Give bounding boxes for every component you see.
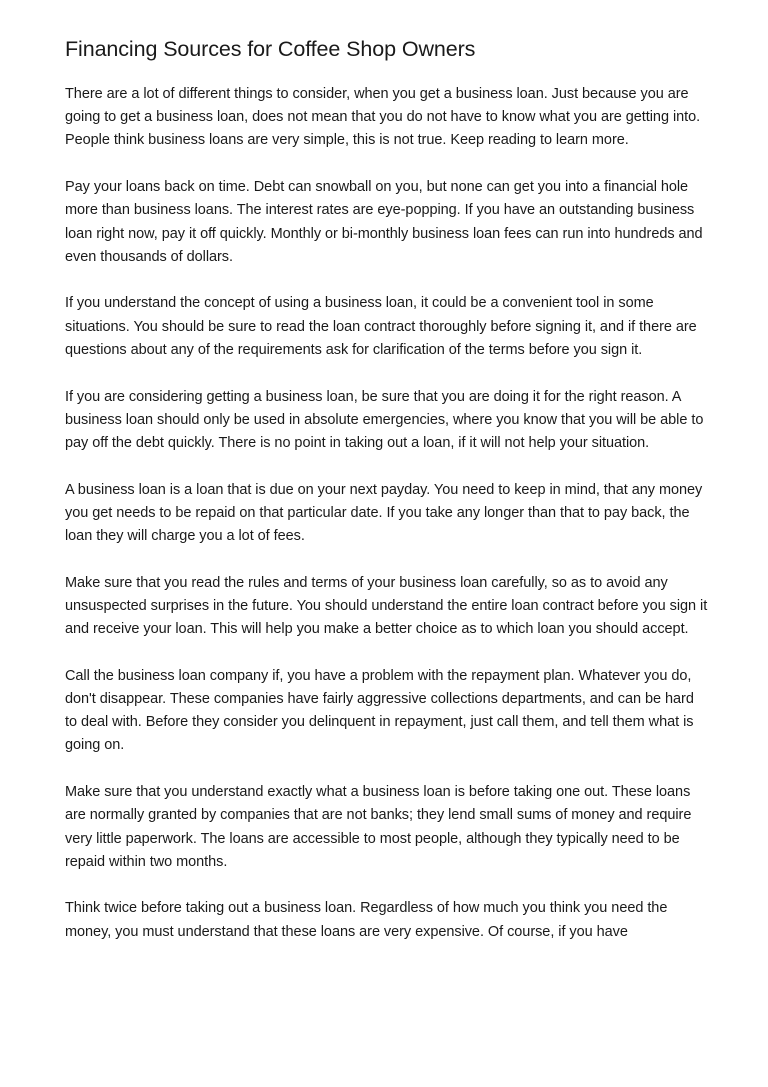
- paragraph: A business loan is a loan that is due on your next payday. You need to keep in mind, that any money you get needs to be repaid on that particular date. If you take any longer than that to pay back, the loan they will charge you a lot of fees.: [65, 481, 703, 545]
- paragraph: If you are considering getting a business loan, be sure that you are doing it for the right reason. A business loan should only be used in absolute emergencies, where you know that you will be able to pay off the debt quickly. There is no point in taking out a loan, if it will not help your situation.: [65, 388, 704, 451]
- document-title: Financing Sources for Coffee Shop Owners: [65, 37, 476, 61]
- paragraph: If you understand the concept of using a business loan, it could be a convenient tool in some situations. You should be sure to read the loan contract thoroughly before signing it, and if there are questions about any of the requirements ask for clarification of the terms before you sign it.: [65, 295, 697, 358]
- paragraph: Make sure that you read the rules and terms of your business loan carefully, so as to avoid any unsuspected surprises in the future. You should understand the entire loan contract before you sign it and receive your loan. This will help you make a better choice as to which loan you should accept.: [65, 574, 708, 638]
- paragraph: Pay your loans back on time. Debt can snowball on you, but none can get you into a financial hole more than business loans. The interest rates are eye-popping. If you have an outstanding business loan right now, pay it off quickly. Monthly or bi-monthly business loan fees can run into hundreds and even thousands of dollars.: [65, 179, 703, 265]
- paragraph: There are a lot of different things to consider, when you get a business loan. Just because you are going to get a business loan, does not mean that you do not have to know what you are getting into. People think business loans are very simple, this is not true. Keep reading to learn more.: [65, 86, 701, 149]
- paragraph: Call the business loan company if, you have a problem with the repayment plan. Whatever you do, don't disappear. These companies have fairly aggressive collections departments, and can be hard to deal with. Before they consider you delinquent in repayment, just call them, and tell them what is going on.: [65, 667, 694, 754]
- paragraph: Think twice before taking out a business loan. Regardless of how much you think you need the money, you must understand that these loans are very expensive. Of course, if you have: [65, 900, 668, 940]
- paragraph: Make sure that you understand exactly what a business loan is before taking one out. These loans are normally granted by companies that are not banks; they lend small sums of money and require very little paperwork. The loans are accessible to most people, although they typically need to be repaid within two months.: [65, 784, 692, 870]
- document-body: [65, 34, 708, 967]
